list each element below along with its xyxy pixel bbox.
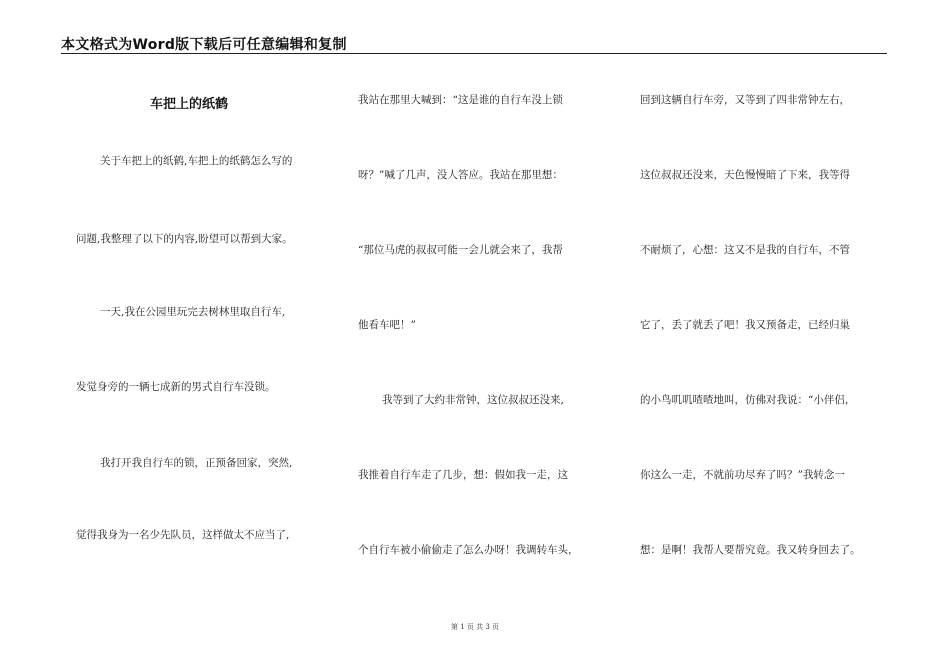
col2-line: 我站在那里大喊到：“这是谁的自行车没上锁: [358, 94, 563, 106]
col2-line: “那位马虎的叔叔可能一会儿就会来了，我帮: [358, 244, 563, 256]
col2-line: 他看车吧！”: [358, 319, 416, 331]
col1-line: 问题,我整理了以下的内容,盼望可以帮到大家。: [76, 233, 293, 245]
col1-line: 发觉身旁的一辆七成新的男式自行车没锁。: [76, 381, 276, 393]
banner-divider: [61, 53, 887, 54]
col3-line: 这位叔叔还没来，天色慢慢暗了下来，我等得: [640, 169, 850, 181]
col3-line: 不耐烦了，心想：这又不是我的自行车，不管: [640, 244, 850, 256]
col2-line: 呀？”喊了几声，没人答应。我站在那里想：: [358, 169, 563, 181]
col1-line: 关于车把上的纸鹤,车把上的纸鹤怎么写的: [100, 155, 293, 167]
col2-line: 我等到了大约非常钟，这位叔叔还没来,: [382, 394, 564, 406]
col3-line: 它了，丢了就丢了吧！我又预备走，已经归巢: [640, 319, 850, 331]
col3-line: 想：是啊！我帮人要帮究竟。我又转身回去了。: [640, 544, 861, 556]
col1-line: 我打开我自行车的锁，正预备回家，突然,: [100, 457, 293, 469]
page-number: 第 1 页 共 3 页: [450, 623, 500, 631]
col2-line: 我推着自行车走了几步，想：假如我一走，这: [358, 469, 568, 481]
col1-line: 一天,我在公园里玩完去树林里取自行车,: [100, 306, 286, 318]
col3-line: 你这么一走，不就前功尽弃了吗？”我转念一: [640, 469, 845, 481]
col3-line: 回到这辆自行车旁，又等到了四非常钟左右，: [640, 94, 850, 106]
col3-line: 的小鸟叽叽喳喳地叫，仿佛对我说：“小伴侣，: [640, 394, 856, 406]
col2-line: 个自行车被小偷偷走了怎么办呀！我调转车头，: [358, 544, 579, 556]
article-title: 车把上的纸鹤: [150, 97, 229, 112]
col1-line: 觉得我身为一名少先队员，这样做太不应当了,: [76, 529, 290, 541]
document-banner: 本文格式为Word版下载后可任意编辑和复制: [61, 37, 347, 53]
